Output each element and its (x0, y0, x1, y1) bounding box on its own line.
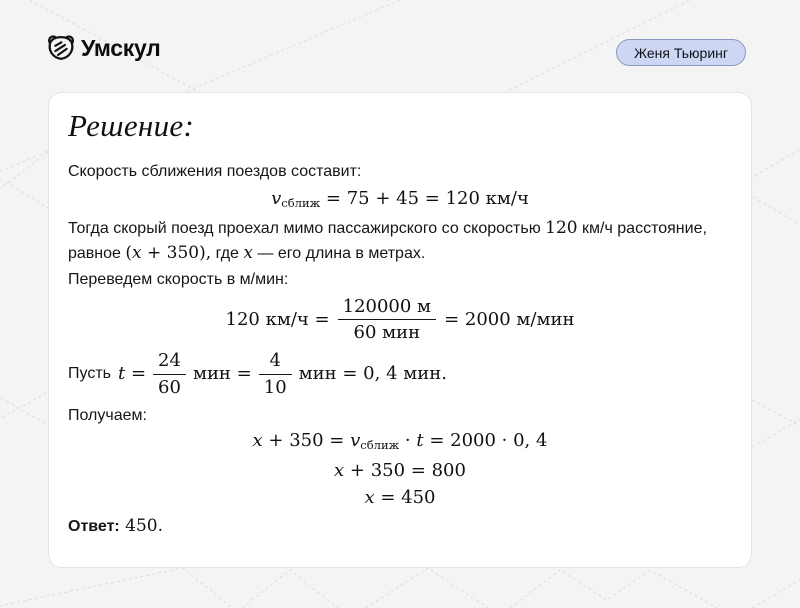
user-button[interactable] (616, 39, 746, 66)
solution-card (48, 92, 752, 568)
var-v: v (350, 430, 361, 452)
formula-text: + 350 = (262, 430, 351, 452)
formula-equation (68, 430, 732, 452)
fraction (153, 350, 186, 398)
math-expression (271, 188, 529, 209)
fraction-denominator: 60 мин (353, 322, 421, 344)
formula-sum (68, 460, 732, 481)
formula-text: + 350), (141, 242, 212, 263)
answer-line (68, 514, 732, 539)
var-x: x (243, 242, 253, 263)
var-t: t (117, 363, 126, 385)
formula-speed-conversion (68, 296, 732, 344)
fraction-denominator: 60 (158, 376, 181, 398)
formula-text: = 450 (374, 487, 436, 509)
math-number: 120 (545, 217, 578, 238)
fraction-numerator: 4 (259, 350, 292, 375)
logo[interactable] (46, 34, 160, 62)
text-segment: где (211, 244, 244, 262)
formula-text: + 350 = 800 (344, 460, 466, 482)
multiply-dot: · (399, 430, 417, 452)
var-x: x (252, 430, 263, 452)
math-expression (253, 430, 548, 451)
distance-paragraph (68, 216, 732, 266)
user-button-label: Женя Тьюринг (634, 44, 728, 61)
formula-text: = 2000 · 0, 4 (423, 430, 548, 452)
answer-value: 450. (119, 516, 164, 537)
formula-text: = 75 + 45 = 120 км/ч (320, 187, 529, 209)
var-x: x (364, 487, 375, 509)
answer-label: Ответ: (68, 518, 120, 536)
fraction (259, 350, 292, 398)
text-segment: км/ч расстояние, (577, 219, 707, 237)
var-x: x (334, 460, 345, 482)
formula-closing-speed (68, 188, 732, 210)
header (0, 0, 800, 92)
formula-lhs: 120 км/ч = (225, 309, 330, 331)
time-paragraph (68, 350, 732, 398)
fraction-numerator: 24 (153, 350, 186, 375)
text-segment: — его длина в метрах. (253, 244, 426, 262)
convert-speed-text: Переведем скорость в м/мин: (68, 270, 289, 288)
formula-text: мин = (192, 363, 252, 385)
text-segment: Тогда скорый поезд проехал мимо пассажирского со скоростью (68, 219, 546, 237)
page-title: Решение: (68, 108, 195, 143)
logo-text: Умскул (81, 34, 161, 61)
formula-rhs: = 2000 м/мин (444, 309, 575, 331)
closing-speed-intro: Скорость сближения поездов составит: (68, 162, 362, 180)
var-x: x (132, 242, 142, 263)
paren: ( (125, 242, 133, 263)
var-v-subscript: сближ (360, 438, 400, 453)
formula-result (68, 487, 732, 508)
math-expression (125, 243, 211, 263)
bear-icon (46, 34, 76, 62)
fraction-numerator: 120000 м (338, 296, 436, 321)
obtain-text: Получаем: (68, 407, 147, 425)
text-segment: Пусть (68, 365, 111, 383)
var-v-subscript: сближ (281, 195, 321, 210)
equals-sign: = (125, 363, 147, 385)
math-expression (364, 487, 435, 508)
var-v: v (271, 187, 282, 209)
var-t: t (416, 430, 424, 452)
math-expression (334, 460, 466, 481)
text-segment: равное (68, 244, 126, 262)
formula-text: мин = 0, 4 мин. (298, 363, 447, 385)
math-expression (118, 362, 146, 386)
fraction-denominator: 10 (263, 376, 287, 398)
fraction (338, 296, 436, 344)
